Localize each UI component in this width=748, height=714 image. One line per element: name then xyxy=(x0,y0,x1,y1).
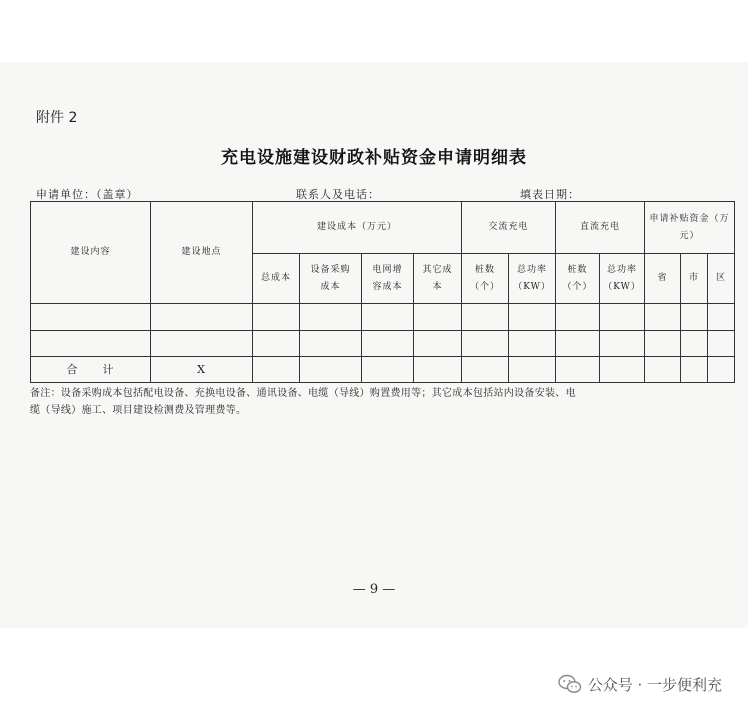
ac-power-line2: （KW） xyxy=(513,281,551,292)
other-cost-line1: 其它成 xyxy=(422,264,453,275)
header-city: 市 xyxy=(681,254,708,304)
header-ac-piles xyxy=(462,254,509,304)
header-dc-power xyxy=(600,254,645,304)
header-location: 建设地点 xyxy=(151,202,253,304)
header-district: 区 xyxy=(708,254,735,304)
total-row xyxy=(31,357,735,383)
header-content: 建设内容 xyxy=(31,202,151,304)
dc-piles-line2: （个） xyxy=(562,281,593,292)
ac-power-line1: 总功率 xyxy=(517,264,548,275)
dc-power-line2: （KW） xyxy=(603,281,641,292)
dc-piles-line1: 桩数 xyxy=(567,264,588,275)
header-ac-power xyxy=(509,254,556,304)
header-dc-piles xyxy=(556,254,600,304)
table-note xyxy=(30,385,720,419)
wechat-icon xyxy=(558,674,582,694)
header-province: 省 xyxy=(645,254,681,304)
header-equipment-cost xyxy=(300,254,362,304)
dc-power-line1: 总功率 xyxy=(607,264,638,275)
ac-piles-line2: （个） xyxy=(470,281,501,292)
footer-account-name: 公众号 · 一步便利充 xyxy=(587,675,722,694)
subsidy-detail-table xyxy=(30,201,735,383)
header-other-cost xyxy=(414,254,462,304)
applicant-field: 申请单位：（盖章） xyxy=(36,188,139,201)
header-total-cost: 总成本 xyxy=(253,254,300,304)
subsidy-header-line1: 申请补贴资金（万 xyxy=(649,213,730,224)
note-line-2: 缆（导线）施工、项目建设检测费及管理费等。 xyxy=(30,405,247,416)
header-cost-group: 建设成本（万元） xyxy=(253,202,462,254)
page-title: 充电设施建设财政补贴资金申请明细表 xyxy=(221,148,527,168)
total-location: X xyxy=(151,357,253,383)
header-ac-group: 交流充电 xyxy=(462,202,556,254)
equipment-cost-line1: 设备采购 xyxy=(310,264,351,275)
header-grid-cost xyxy=(362,254,414,304)
contact-field: 联系人及电话： xyxy=(296,188,380,201)
table-row xyxy=(31,331,735,357)
page-number: — 9 — xyxy=(352,582,396,597)
subsidy-header-line2: 元） xyxy=(679,230,700,241)
other-cost-line2: 本 xyxy=(432,281,443,292)
total-label: 合 计 xyxy=(31,357,151,383)
header-subsidy-group xyxy=(645,202,735,254)
fill-date-field: 填表日期： xyxy=(520,188,580,201)
note-line-1: 备注：设备采购成本包括配电设备、充换电设备、通讯设备、电缆（导线）购置费用等；其它成本包括站内设备安装、电 xyxy=(30,388,576,399)
table-row xyxy=(31,304,735,331)
equipment-cost-line2: 成本 xyxy=(320,281,341,292)
grid-cost-line2: 容成本 xyxy=(372,281,403,292)
ac-piles-line1: 桩数 xyxy=(475,264,496,275)
header-dc-group: 直流充电 xyxy=(556,202,645,254)
attachment-label: 附件 2 xyxy=(36,110,78,126)
wechat-account-footer xyxy=(558,672,722,696)
grid-cost-line1: 电网增 xyxy=(372,264,403,275)
